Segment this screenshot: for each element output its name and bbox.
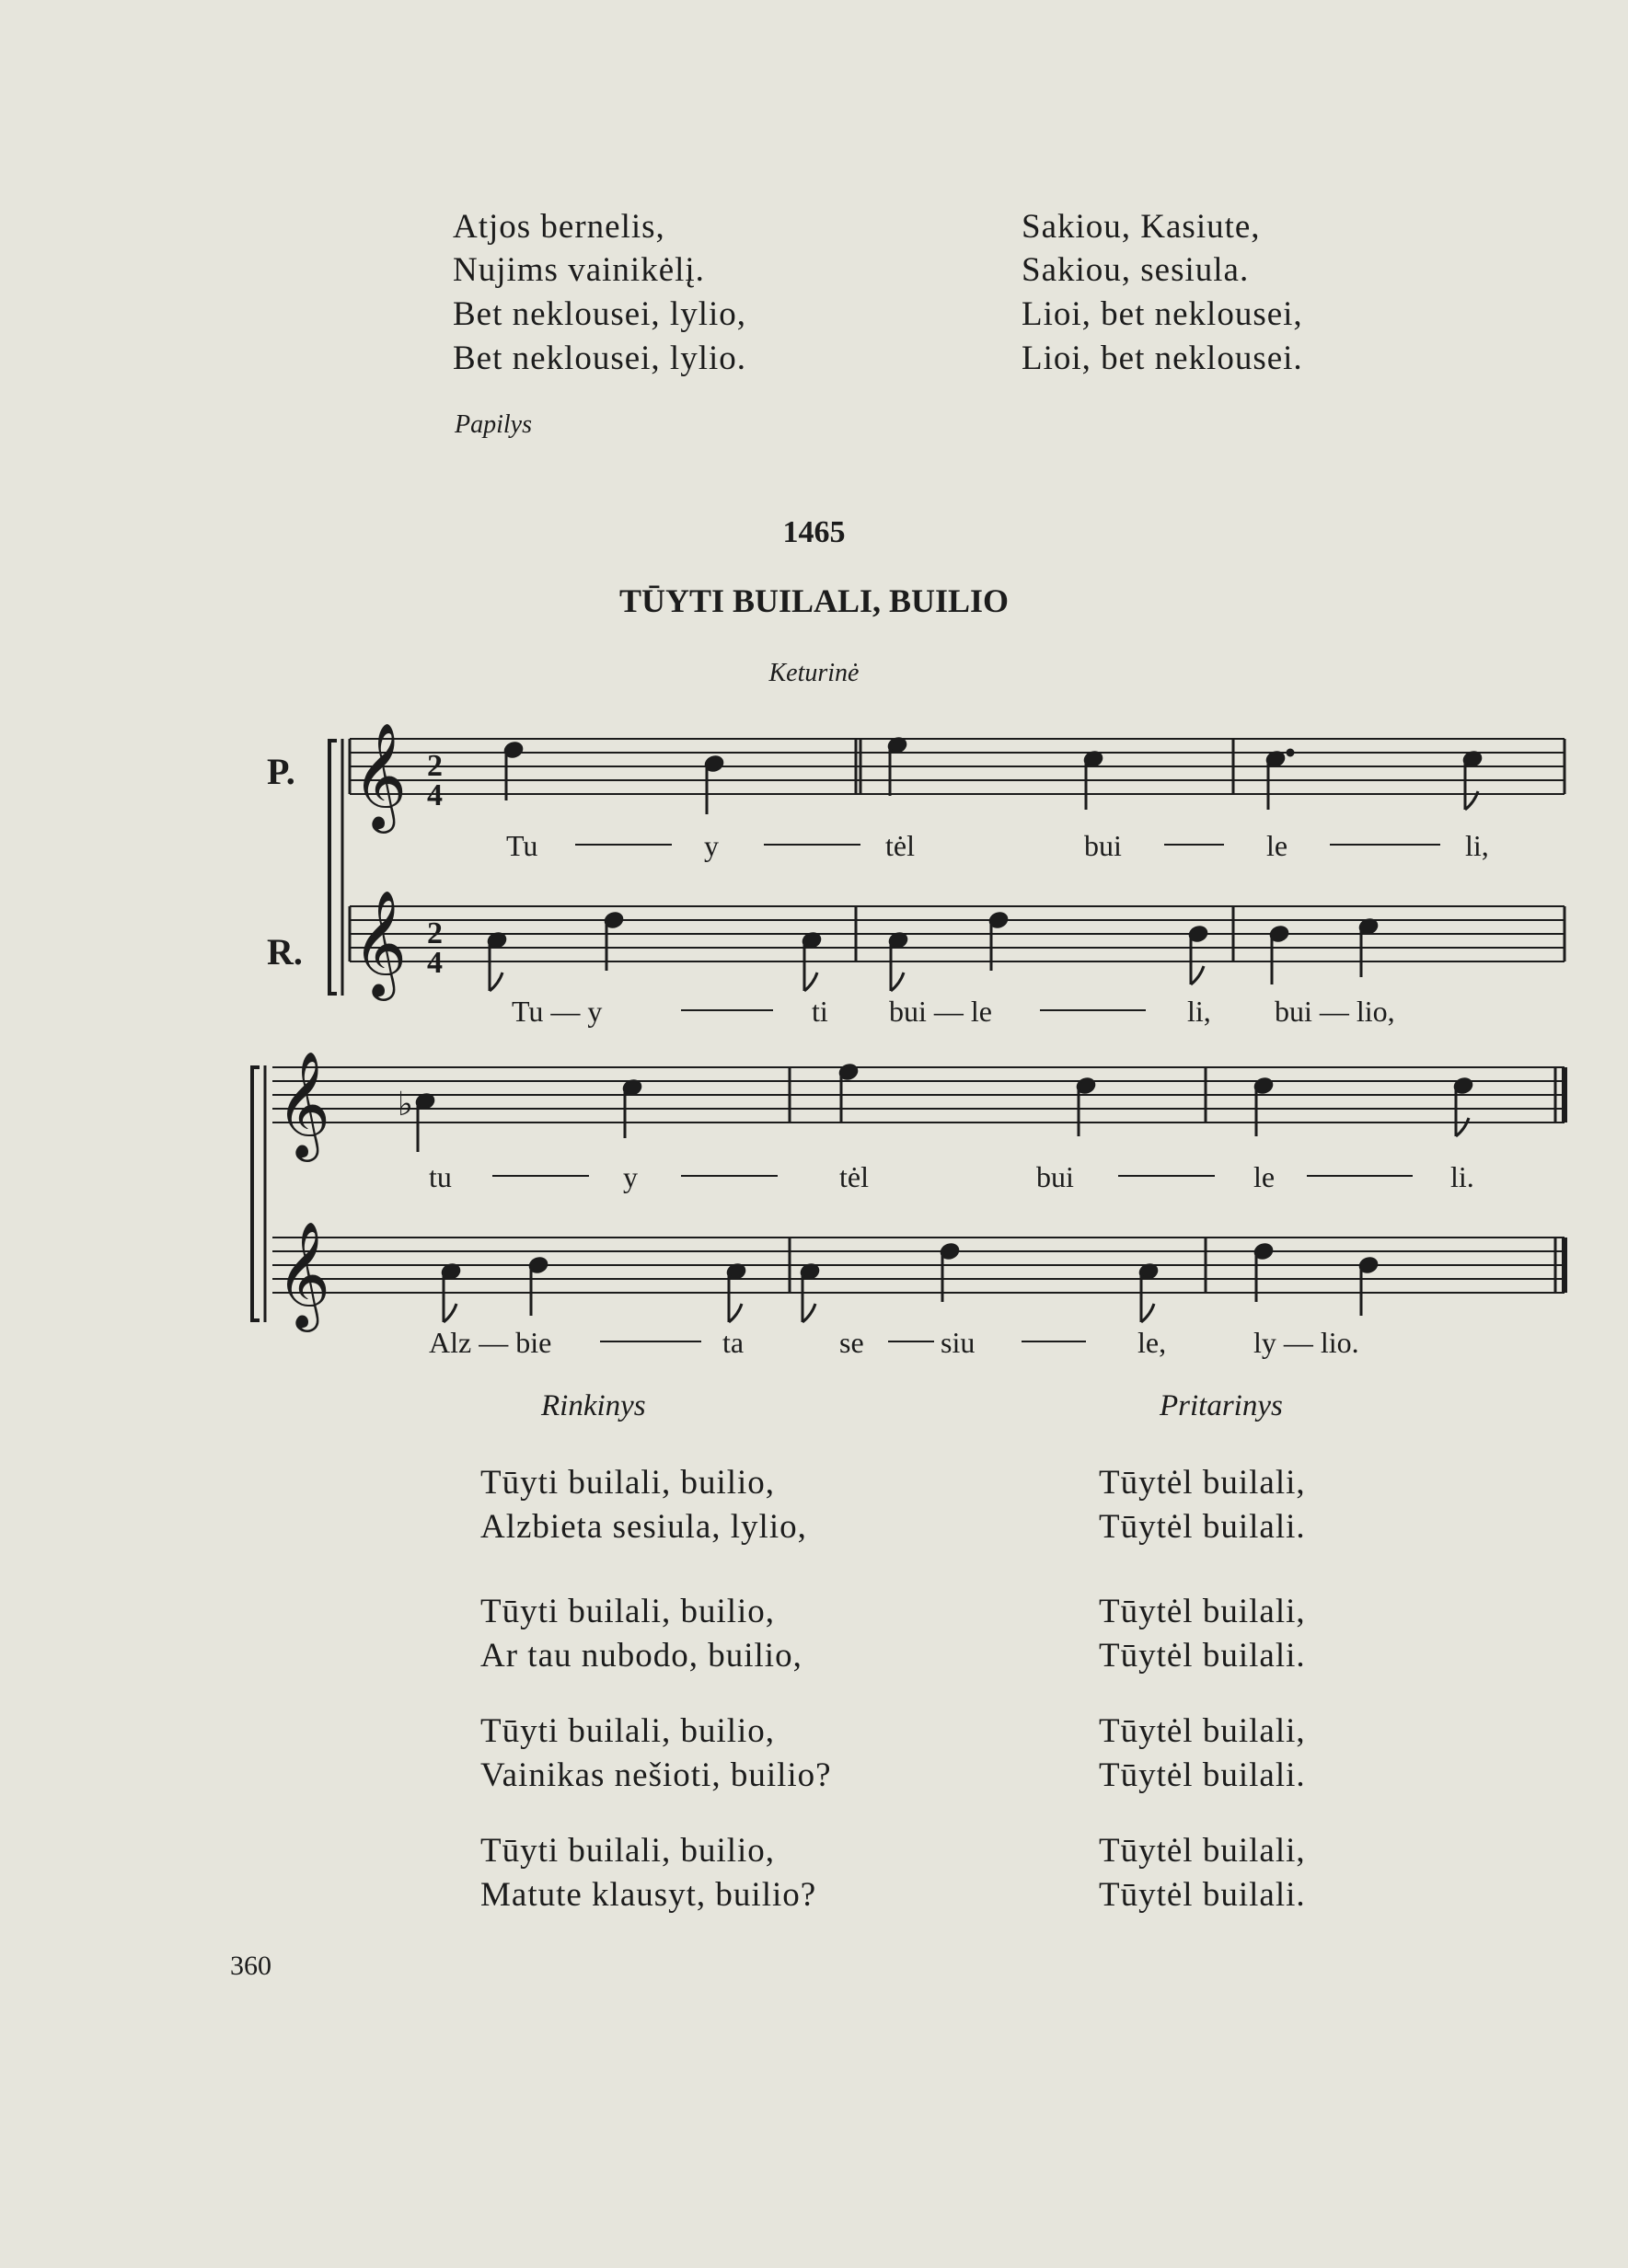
system2-bracket [252, 1067, 260, 1320]
top-verse-left-line-4: Bet neklousei, lylio. [453, 340, 747, 377]
svg-text:Tu — y: Tu — y [512, 995, 603, 1028]
song-number: 1465 [782, 515, 846, 549]
treble-clef-icon: 𝄞 [276, 1050, 331, 1157]
top-verse-right-line-4: Lioi, bet neklousei. [1022, 340, 1303, 377]
system1-bracket [329, 741, 337, 994]
part-label-r: R. [267, 931, 303, 973]
stanza-2-left-line-1: Tūyti builali, builio, [480, 1593, 776, 1630]
stanza-1-left-line-2: Alzbieta sesiula, lylio, [480, 1508, 807, 1546]
svg-text:y: y [623, 1160, 638, 1193]
stanza-3-left-line-2: Vainikas nešioti, builio? [480, 1756, 832, 1794]
svg-text:y: y [704, 829, 719, 862]
lyrics-r-row1 [512, 995, 1395, 1028]
right-column-heading: Pritarinys [1160, 1389, 1283, 1422]
svg-text:li.: li. [1450, 1160, 1474, 1193]
left-column-heading: Rinkinys [541, 1389, 646, 1422]
time-sig-top: 2 [427, 916, 443, 950]
stanza-3-left-line-1: Tūyti builali, builio, [480, 1712, 776, 1750]
svg-text:siu: siu [941, 1326, 976, 1359]
notes-p-row2 [398, 1063, 1473, 1152]
stanza-2-left-line-2: Ar tau nubodo, builio, [480, 1637, 802, 1675]
stanza-3-right-line-1: Tūytėl builali, [1099, 1712, 1306, 1750]
svg-text:se: se [839, 1326, 864, 1359]
stanza-1-right-line-1: Tūytėl builali, [1099, 1464, 1306, 1502]
time-sig-bottom: 4 [427, 946, 443, 980]
stanza-2-right-line-2: Tūytėl builali. [1099, 1637, 1306, 1675]
stanza-4-left-line-2: Matute klausyt, builio? [480, 1876, 817, 1914]
song-subtitle: Keturinė [768, 659, 860, 687]
svg-text:le,: le, [1137, 1326, 1167, 1359]
stanza-4-right-line-2: Tūytėl builali. [1099, 1876, 1306, 1914]
notes-r-row2 [441, 1242, 1379, 1322]
svg-text:ta: ta [722, 1326, 745, 1359]
stanza-1-left-line-1: Tūyti builali, builio, [480, 1464, 776, 1502]
svg-text:bui — lio,: bui — lio, [1275, 995, 1395, 1028]
top-verse-right-line-2: Sakiou, sesiula. [1022, 251, 1250, 289]
page-number: 360 [230, 1951, 271, 1981]
svg-text:li,: li, [1465, 829, 1489, 862]
svg-text:ti: ti [812, 995, 828, 1028]
barlines-row2 [790, 1067, 1555, 1293]
svg-text:bui: bui [1084, 829, 1122, 862]
stanza-2-right-line-1: Tūytėl builali, [1099, 1593, 1306, 1630]
top-verse-left-line-2: Nujims vainikėlį. [453, 251, 705, 289]
svg-text:tėl: tėl [839, 1160, 869, 1193]
notes-r-row1 [487, 911, 1379, 991]
staff-r-row1 [350, 906, 1564, 961]
flat-icon: ♭ [398, 1086, 413, 1123]
top-verse-right-line-3: Lioi, bet neklousei, [1022, 295, 1303, 333]
stanza-1-right-line-2: Tūytėl builali. [1099, 1508, 1306, 1546]
time-sig-bottom: 4 [427, 778, 443, 812]
top-verse-left-line-3: Bet neklousei, lylio, [453, 295, 747, 333]
stanza-4-right-line-1: Tūytėl builali, [1099, 1832, 1306, 1870]
svg-text:Alz — bie: Alz — bie [429, 1326, 552, 1359]
svg-text:bui — le: bui — le [889, 995, 992, 1028]
time-sig-top: 2 [427, 749, 443, 783]
treble-clef-icon: 𝄞 [276, 1220, 331, 1328]
svg-text:Tu: Tu [506, 829, 538, 862]
svg-text:bui: bui [1036, 1160, 1074, 1193]
svg-text:li,: li, [1187, 995, 1211, 1028]
top-verse-right-line-1: Sakiou, Kasiute, [1022, 208, 1261, 246]
svg-text:tėl: tėl [885, 829, 915, 862]
svg-text:le: le [1253, 1160, 1276, 1193]
svg-text:le: le [1266, 829, 1288, 862]
place-name: Papilys [455, 410, 532, 439]
staff-p-row1 [350, 739, 1564, 794]
stanza-3-right-line-2: Tūytėl builali. [1099, 1756, 1306, 1794]
treble-clef-icon: 𝄞 [352, 721, 408, 829]
treble-clef-icon: 𝄞 [352, 889, 408, 996]
song-title: TŪYTI BUILALI, BUILIO [618, 582, 1010, 619]
stanza-4-left-line-1: Tūyti builali, builio, [480, 1832, 776, 1870]
svg-text:ly — lio.: ly — lio. [1253, 1326, 1359, 1359]
part-label-p: P. [267, 751, 295, 792]
svg-text:tu: tu [429, 1160, 452, 1193]
top-verse-left-line-1: Atjos bernelis, [453, 208, 665, 246]
staff-p-row2 [272, 1067, 1564, 1122]
